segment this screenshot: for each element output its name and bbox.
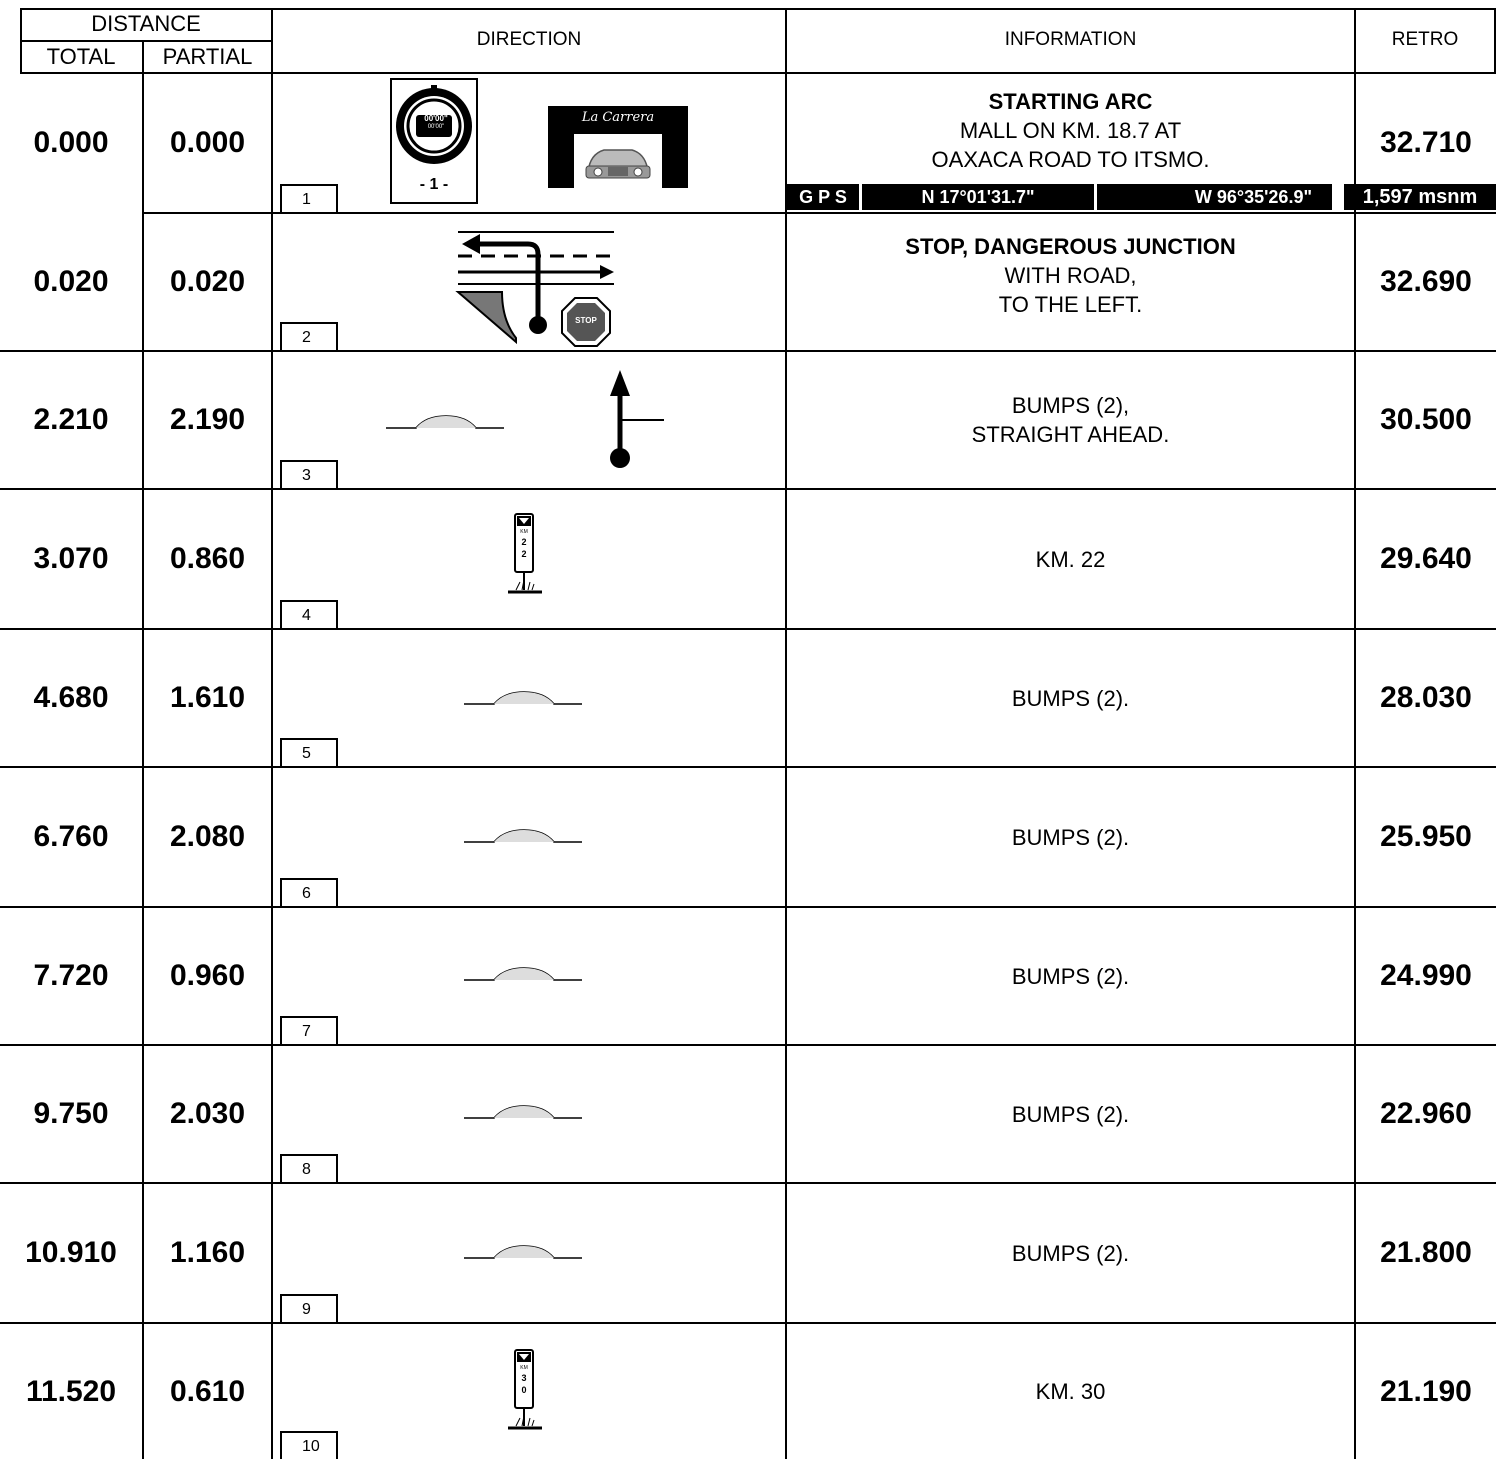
timer-bottom: 00'00" <box>427 124 445 130</box>
row-4-info <box>787 490 1354 628</box>
row-2-info-title-rest: , DANGEROUS JUNCTION <box>961 234 1236 259</box>
row-6-step-number: 6 <box>280 878 338 906</box>
row-9-step-number: 9 <box>280 1294 338 1322</box>
row-2-info <box>787 218 1354 342</box>
row-6-partial: 2.080 <box>169 820 246 853</box>
gps-north: N 17°01'31.7" <box>862 184 1094 210</box>
row-2-info-line-2: TO THE LEFT. <box>998 292 1143 317</box>
row-1-total: 0.000 <box>33 126 109 159</box>
row-1-step-number: 1 <box>280 184 338 212</box>
row-4-step-number: 4 <box>280 600 338 628</box>
row-1-info-line-1: MALL ON KM. 18.7 AT <box>959 117 1182 143</box>
km-post-label: KM <box>520 529 528 535</box>
bump-icon <box>464 826 584 846</box>
row-2-info-stop: STOP <box>905 234 962 259</box>
col-border-right <box>1494 8 1496 74</box>
row-2-info-line-1: WITH ROAD, <box>1004 263 1137 288</box>
row-10-info <box>787 1324 1354 1459</box>
row-3-info <box>787 352 1354 488</box>
row-3-step-number: 3 <box>280 460 338 488</box>
start-card-label: - 1 - <box>419 176 449 193</box>
gps-label: G P S <box>787 184 859 210</box>
row-10-info-line-1: KM. 30 <box>1035 1379 1106 1404</box>
row-3-total: 2.210 <box>33 403 109 436</box>
row-9-info <box>787 1184 1354 1322</box>
header-retro: RETRO <box>1391 29 1459 50</box>
row-7-step-number: 7 <box>280 1016 338 1044</box>
row-4-total: 3.070 <box>33 542 109 575</box>
row-8-partial: 2.030 <box>169 1097 246 1130</box>
row-3-partial: 2.190 <box>169 403 246 436</box>
km-post-icon <box>508 512 552 598</box>
row-5-retro: 28.030 <box>1380 681 1472 714</box>
row-2-total: 0.020 <box>33 265 109 298</box>
row-5-total: 4.680 <box>33 681 109 714</box>
row-2-step-number: 2 <box>280 322 338 350</box>
col-border-partial <box>271 8 273 1459</box>
km-post-digit-2: 0 <box>521 1385 527 1395</box>
row-8-total: 9.750 <box>33 1097 109 1130</box>
km-post-digit-1: 3 <box>521 1373 527 1383</box>
start-arch-icon <box>548 106 688 188</box>
row-1-info <box>787 78 1354 182</box>
row-1-bottom-border <box>142 212 1496 214</box>
start-card-icon <box>390 78 478 204</box>
row-6-total: 6.760 <box>33 820 109 853</box>
row-9-partial: 1.160 <box>169 1236 246 1269</box>
gps-west: W 96°35'26.9" <box>1097 184 1332 210</box>
row-8-info <box>787 1046 1354 1182</box>
row-3-info-line-2: STRAIGHT AHEAD. <box>971 422 1170 447</box>
row-7-retro: 24.990 <box>1380 959 1472 992</box>
car-icon <box>574 134 662 188</box>
row-9-info-line-1: BUMPS (2). <box>1011 1240 1130 1266</box>
row-4-info-line-1: KM. 22 <box>1035 546 1106 572</box>
row-10-total: 11.520 <box>25 1374 117 1408</box>
row-7-total: 7.720 <box>33 959 109 992</box>
row-5-info-line-1: BUMPS (2). <box>1011 685 1130 711</box>
row-8-info-line-1: BUMPS (2). <box>1011 1101 1130 1127</box>
row-7-info <box>787 908 1354 1044</box>
row-1-partial: 0.000 <box>169 126 246 159</box>
km-post-digit-2: 2 <box>521 549 527 559</box>
arch-text: La Carrera <box>581 110 655 125</box>
row-5-step-number: 5 <box>280 738 338 766</box>
stop-sign-text: STOP <box>575 316 597 325</box>
row-4-retro: 29.640 <box>1380 542 1472 575</box>
straight-ahead-icon <box>600 370 670 470</box>
km-post-digit-1: 2 <box>521 537 527 547</box>
row-10-retro: 21.190 <box>1380 1374 1472 1408</box>
row-10-step-number: 10 <box>280 1431 338 1459</box>
row-2-info-title <box>905 232 1235 261</box>
row-10-partial: 0.610 <box>169 1374 246 1408</box>
header-distance: DISTANCE <box>91 11 201 36</box>
row-3-retro: 30.500 <box>1380 403 1472 436</box>
km-post-icon <box>508 1348 552 1434</box>
row-1-info-title: STARTING ARC <box>988 88 1153 114</box>
row-3-info-line-1: BUMPS (2), <box>1011 393 1130 418</box>
row-2-partial: 0.020 <box>169 265 246 298</box>
km-post-label: KM <box>520 1365 528 1371</box>
row-5-partial: 1.610 <box>169 681 246 714</box>
row-8-step-number: 8 <box>280 1154 338 1182</box>
row-6-info-line-1: BUMPS (2). <box>1011 824 1130 850</box>
row-2-retro: 32.690 <box>1380 265 1472 298</box>
row-5-info <box>787 630 1354 766</box>
gps-altitude: 1,597 msnm <box>1344 184 1496 210</box>
header-direction: DIRECTION <box>476 29 582 50</box>
bump-icon <box>386 412 506 432</box>
row-6-retro: 25.950 <box>1380 820 1472 853</box>
row-9-total: 10.910 <box>25 1236 117 1269</box>
header-total: TOTAL <box>46 44 116 69</box>
row-7-partial: 0.960 <box>169 959 246 992</box>
bump-icon <box>464 1242 584 1262</box>
bump-icon <box>464 688 584 708</box>
row-4-partial: 0.860 <box>169 542 246 575</box>
header-information: INFORMATION <box>1004 29 1137 50</box>
bump-icon <box>464 964 584 984</box>
timer-top: 00'00" <box>424 114 448 123</box>
row-6-info <box>787 768 1354 906</box>
row-8-retro: 22.960 <box>1380 1097 1472 1130</box>
bump-icon <box>464 1102 584 1122</box>
row-1-retro: 32.710 <box>1380 126 1472 159</box>
row-1-info-line-2: OAXACA ROAD TO ITSMO. <box>931 146 1210 172</box>
header-partial: PARTIAL <box>162 44 253 69</box>
row-9-retro: 21.800 <box>1380 1236 1472 1269</box>
row-7-info-line-1: BUMPS (2). <box>1011 963 1130 989</box>
